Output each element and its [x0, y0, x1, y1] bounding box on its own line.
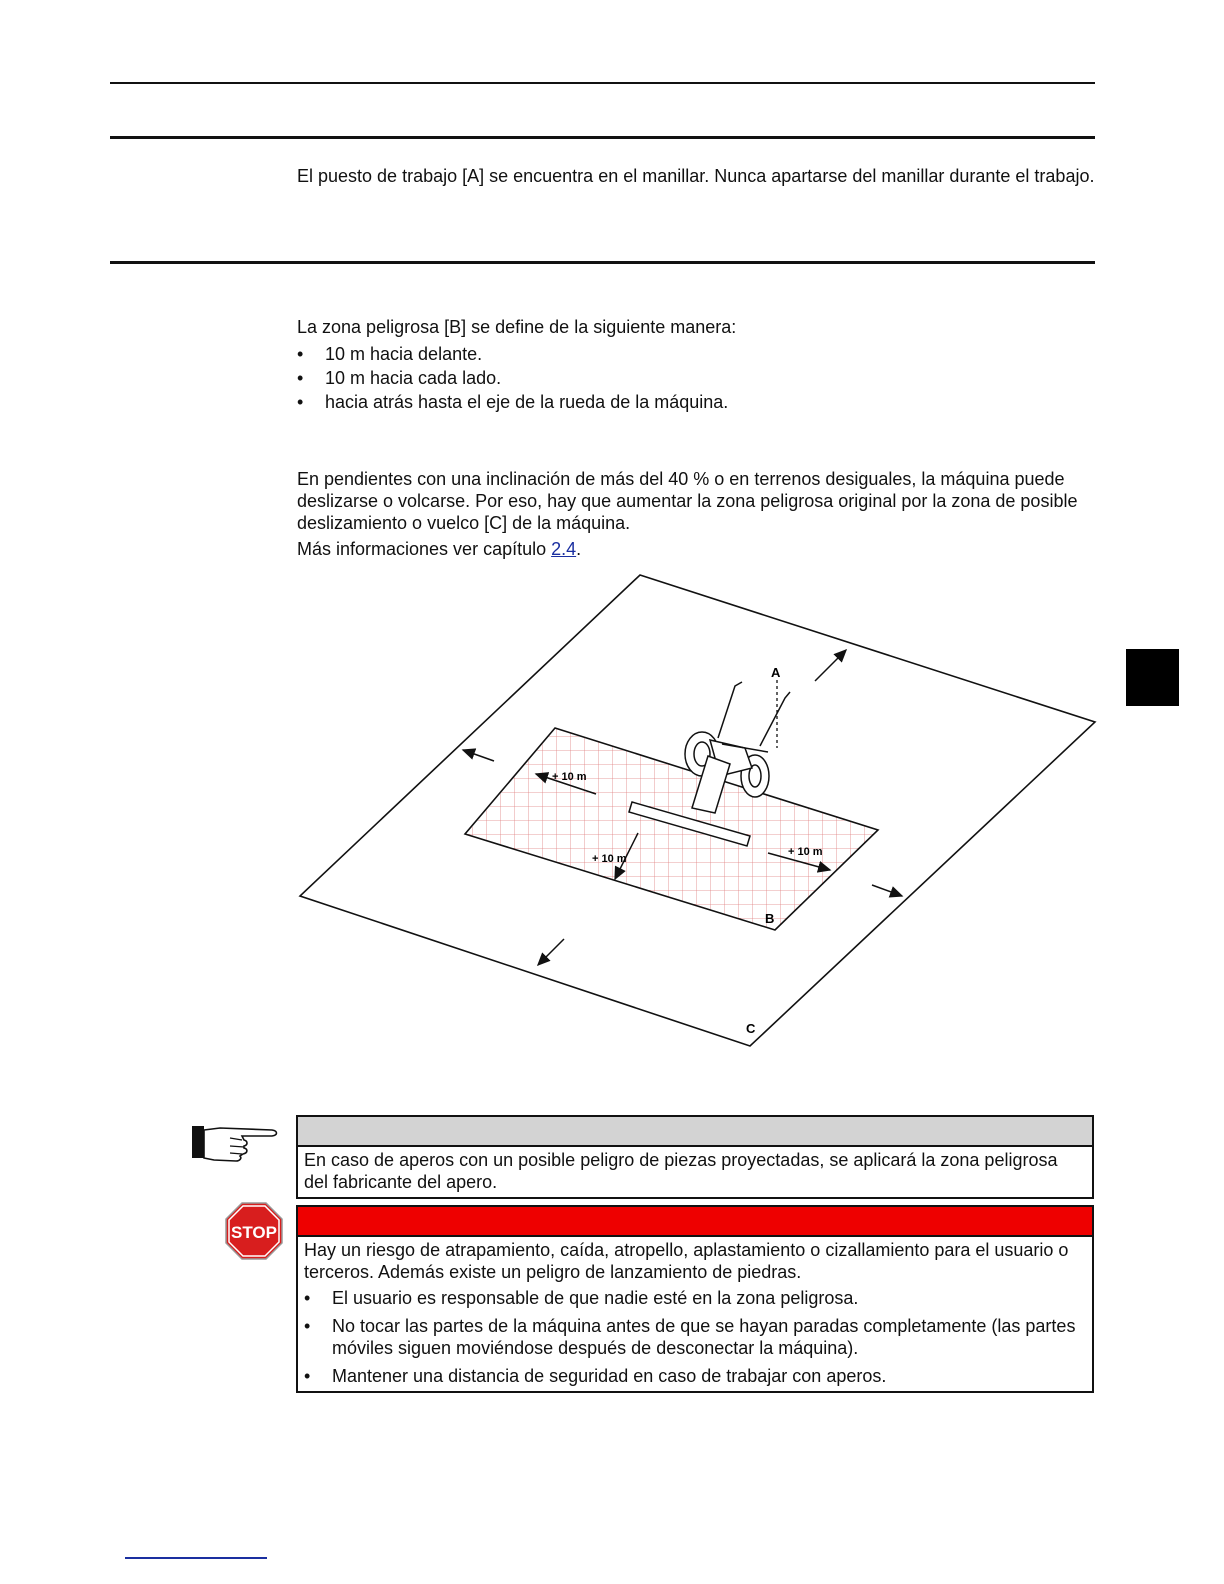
chapter-link[interactable]: 2.4 [551, 539, 577, 559]
stop-sign-icon [225, 1202, 283, 1260]
danger-zone-intro: La zona peligrosa [B] se define de la siguiente manera: [297, 317, 737, 337]
label-a: A [771, 665, 781, 680]
note-box-header [298, 1117, 1092, 1147]
footer-link-line [125, 1557, 267, 1559]
chapter-side-tab [1126, 649, 1179, 706]
section-rule-workstation [110, 136, 1095, 139]
list-item: • 10 m hacia delante. [297, 342, 1097, 366]
warning-list [304, 1287, 1086, 1387]
label-c: C [746, 1021, 756, 1036]
section-rule-danger-zone [110, 261, 1095, 264]
note-text: En caso de aperos con un posible peligro de piezas proyectadas, se aplicará la zona peligrosa del fabricante del apero. [304, 1150, 1058, 1192]
slope-text: En pendientes con una inclinación de más del 40 % o en terrenos desiguales, la máquina puede deslizarse o volcarse. Por eso, hay que aumentar la zona peligrosa original por la zona de posible deslizamiento o vuelco [C] de la máquina. [297, 469, 1078, 533]
danger-zone-figure [290, 568, 1110, 1058]
warning-intro: Hay un riesgo de atrapamiento, caída, atropello, aplastamiento o cizallamiento para el usuario o terceros. Además existe un peligro de lanzamiento de piedras. [304, 1240, 1069, 1282]
label-dist-left: + 10 m [552, 771, 587, 783]
list-item: • Mantener una distancia de seguridad en caso de trabajar con aperos. [304, 1365, 1086, 1387]
list-item: • hacia atrás hasta el eje de la rueda de la máquina. [297, 390, 1097, 414]
stop-sign-text: STOP [231, 1223, 277, 1242]
workstation-text: El puesto de trabajo [A] se encuentra en el manillar. Nunca apartarse del manillar durante el trabajo. [297, 166, 1095, 186]
warning-box-header [298, 1207, 1092, 1237]
label-dist-right: + 10 m [788, 846, 823, 858]
header-rule [110, 82, 1095, 84]
list-item: • El usuario es responsable de que nadie esté en la zona peligrosa. [304, 1287, 1086, 1309]
pointing-hand-icon [190, 1120, 280, 1164]
danger-zone-list [297, 342, 1097, 414]
label-b: B [765, 911, 775, 926]
note-box [296, 1115, 1094, 1199]
list-item: • No tocar las partes de la máquina antes de que se hayan paradas completamente (las partes móviles siguen moviéndose después de desconectar la máquina). [304, 1315, 1086, 1359]
label-dist-front: + 10 m [592, 853, 627, 865]
more-info [297, 538, 1097, 560]
warning-box [296, 1205, 1094, 1393]
more-info-suffix: . [576, 539, 582, 559]
more-info-prefix: Más informaciones ver capítulo [297, 539, 552, 559]
list-item: • 10 m hacia cada lado. [297, 366, 1097, 390]
